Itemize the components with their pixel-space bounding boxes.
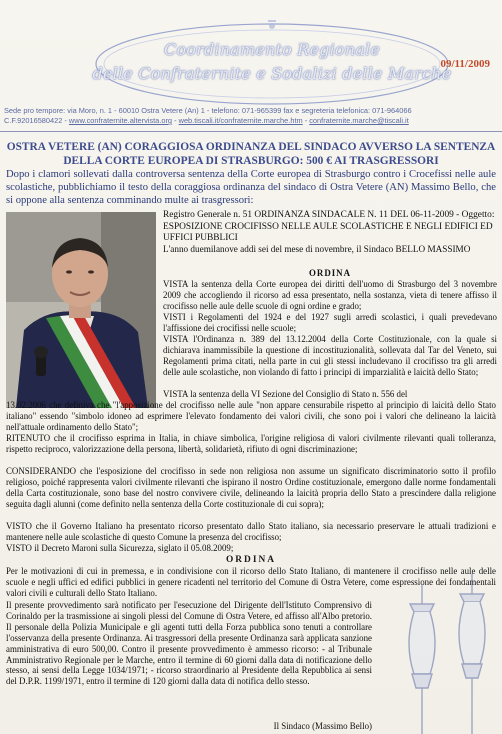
mayor-signature: Il Sindaco (Massimo Bello)	[273, 721, 372, 731]
ordinance-preamble: L'anno duemilanove addì sei del mese di novembre, il Sindaco BELLO MASSIMO	[163, 244, 471, 254]
contact-info	[4, 106, 498, 126]
contact-address: Sede pro tempore: via Moro, n. 1 - 60010 Ostra Vetere (An) 1 - telefono: 071-965399 fax e segreteria telefonica: 071-964066	[4, 106, 412, 115]
paragraph-visto-decreto: VISTO il Decreto Maroni sulla Sicurezza, siglato il 05.08.2009;	[6, 543, 234, 553]
org-title-line2: delle Confraternite e Sodalizi delle Marche	[92, 64, 452, 83]
paragraph-consiglio-stato: VISTA la sentenza della VI Sezione del Consiglio di Stato n. 556 del	[163, 389, 408, 399]
link-separator: -	[302, 116, 310, 125]
paragraph-notifica: Il presente provvedimento sarà notificato per l'esecuzione del Dirigente dell'Istituto Comprensivo di Corinaldo per la trasmissione ai singoli plessi del Comune di Ostra Vetere, ed affisso all'Albo pretorio. Il personale della Polizia Municipale e gli agenti tutti della Forza pubblica sono tenuti a controllare l'osservanza della presente Ordinanza. Ai trasgressori della presente Ordinanza sarà applicata sanzione amministrativa di euro 500,00. Contro il presente provvedimento è ammesso ricorso: - al Tribunale Amministrativo Regionale per le Marche, entro il termine di 60 giorni dalla data di notificazione dello stesso, ai sensi della Legge 1034/1971; - ricorso straordinario al Presidente della Repubblica ai sensi del D.P.R. 1199/1971, entro il termine di 120 giorni dalla data di notifica dello stesso.	[6, 600, 372, 687]
ordinance-registry: Registro Generale n. 51 ORDINANZA SINDACALE N. 11 DEL 06-11-2009 - Oggetto: ESPOSIZIONE CROCIFISSO NELLE AULE SCOLASTICHE E NEGLI EDIFICI ED UFFICI PUBBLICI	[163, 210, 495, 244]
paragraph-visti-regolamenti: VISTI i Regolamenti del 1924 e del 1927 sugli arredi scolastici, i quali prevedevano l'affissione dei crocifissi nelle scuole;	[163, 312, 497, 333]
tax-code: C.F.92016580422 -	[4, 116, 69, 125]
logo-emblem	[92, 18, 452, 106]
document-date: 09/11/2009	[440, 58, 490, 70]
header-divider	[0, 131, 502, 132]
lanterns-illustration	[392, 564, 502, 734]
paragraph-vista-ordinanza: VISTA l'Ordinanza n. 389 del 13.12.2004 della Corte Costituzionale, con la quale si dichiarava inammissibile la questione di incostituzionalità, sollevata dal Tar del Veneto, sui Regolamenti prima citati, nella parte in cui gli stessi includevano il crocifisso tra gli arredi delle aule scolastiche, non violando di fatto i principi di imparzialità e laicità dello Stato;	[163, 334, 497, 377]
org-title-line1: Coordinamento Regionale	[164, 40, 380, 59]
website-link[interactable]: www.confraternite.altervista.org	[68, 116, 173, 125]
ordina-heading: ORDINA	[309, 268, 351, 278]
paragraph-consiglio-stato-cont: 13.02.2006 che definiva che "l'apposizione del crocifisso nelle aule "non appare censurabile rispetto al principio di laicità dello Stato italiano" essendo "simbolo idoneo ad esprimere l'elevato fondamento dei valori civili, che sono poi i valori che delineano la laicità nell'attuale ordinamento dello Stato";	[6, 400, 496, 432]
article-headline: OSTRA VETERE (AN) CORAGGIOSA ORDINANZA DEL SINDACO AVVERSO LA SENTENZA DELLA CORTE EUROPEA DI STRASBURGO: 500 € AI TRASGRESSORI	[6, 141, 496, 167]
tiscali-link[interactable]: web.tiscali.it/confraternite.marche.htm	[178, 116, 303, 125]
paragraph-considerando: CONSIDERANDO che l'esposizione del crocifisso in sede non religiosa non assume un significato discriminatorio sotto il profilo religioso, poiché rappresenta valori civilmente rilevanti che ispirano il nostro Ordine costituzionale, emergono dalle norme fondamentali della Carta costituzionale, sono base del nostro convivere civile, delineando la laicità propria dello Stato a prescindere dalla religione seguita dagli alunni (come definito nella sentenza della Corte costituzionale di cui sopra);	[6, 466, 496, 509]
paragraph-motivazioni: Per le motivazioni di cui in premessa, e in condivisione con il ricorso dello Stato Italiano, di mantenere il crocifisso nelle aule delle scuole e negli uffici ed edifici pubblici in genere ricadenti nel territorio del Comune di Ostra Vetere, come espressione dei fondamentali valori civili e culturali dello Stato Italiano.	[6, 566, 496, 598]
contact-links	[4, 116, 498, 126]
organization-logo	[92, 18, 452, 106]
paragraph-ritenuto: RITENUTO che il crocifisso esprima in Italia, in chiave simbolica, l'origine religiosa di valori civilmente rilevanti quali tolleranza, rispetto reciproco, valorizzazione della persona, libertà, solidarietà, rifiuto di ogni discriminazione;	[6, 433, 496, 454]
email-link[interactable]: confraternite.marche@tiscali.it	[309, 116, 409, 125]
ordina-heading-2: ORDINA	[225, 555, 277, 565]
paragraph-vista-sentenza: VISTA la sentenza della Corte europea dei diritti dell'uomo di Strasburgo del 3 novembre 2009 che accogliendo il ricorso ad essa presentato, nella sostanza, vieta di tenere affisso il crocifisso nelle aule delle scuole di ogni ordine e grado;	[163, 279, 497, 311]
paragraph-visto-governo: VISTO che il Governo Italiano ha presentato ricorso presentato dallo Stato italiano, sia necessario preservare le attuali tradizioni e mantenere nelle aule scolastiche di questo Comune la presenza del crocifisso;	[6, 521, 496, 542]
link-separator: -	[172, 116, 179, 125]
mayor-photo	[6, 212, 156, 408]
article-intro: Dopo i clamori sollevati dalla controversa sentenza della Corte europea di Strasburgo contro i Crocefissi nelle aule scolastiche, pubblichiamo il testo della coraggiosa ordinanza del sindaco di Ostra Vetere (AN) Massimo Bello, che si oppone alla sentenza comminando multe ai trasgressori:	[6, 169, 496, 206]
